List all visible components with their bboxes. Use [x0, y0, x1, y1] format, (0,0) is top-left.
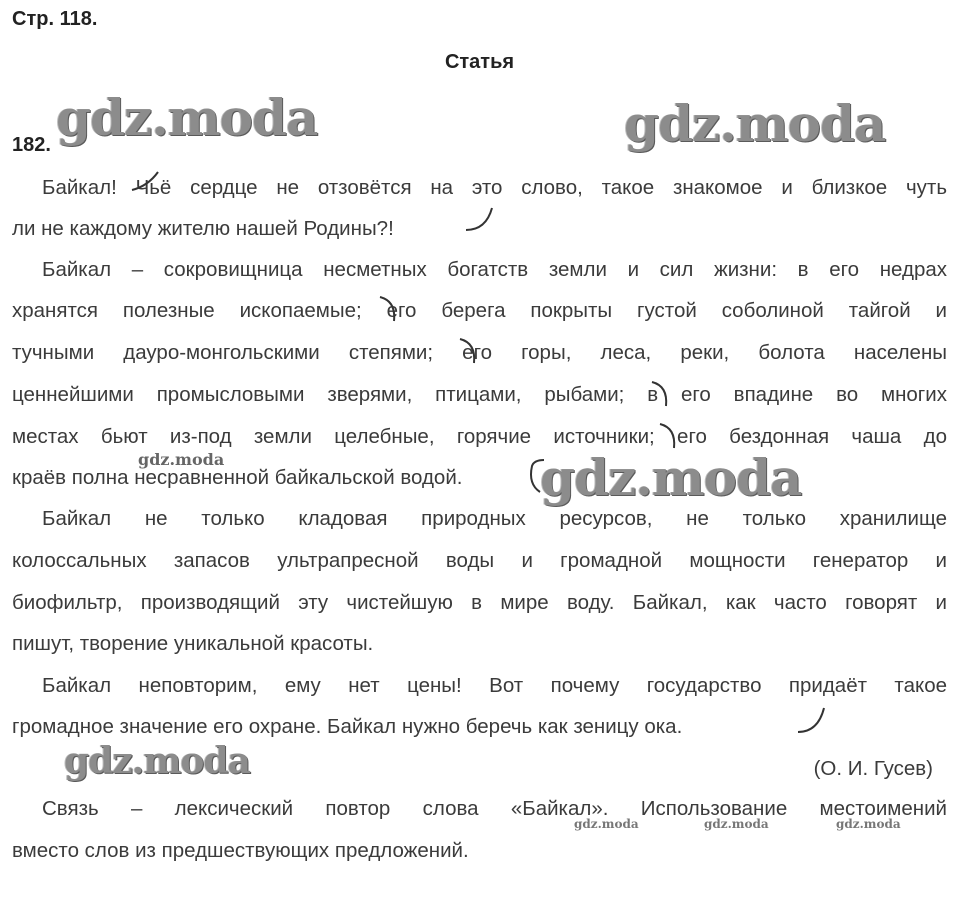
connection-arc-6	[656, 418, 682, 452]
page-label: Стр. 118.	[12, 8, 98, 30]
watermark-logo: gdz.moda	[704, 817, 769, 831]
watermark-logo: gdz.moda	[64, 740, 250, 782]
text-line-10: колоссальных запасов ультрапресной воды и громадной мощности генератор и	[12, 549, 947, 572]
text-line-2: ли не каждому жителю нашей Родины?!	[12, 217, 394, 240]
text-line-13: Байкал неповторим, ему нет цены! Вот почему государство придаёт такое	[42, 674, 947, 697]
connection-arc-1	[128, 166, 168, 196]
article-title: Статья	[444, 51, 515, 73]
connection-arc-3	[376, 291, 402, 325]
watermark-logo: gdz.moda	[540, 448, 802, 507]
watermark-logo: gdz.moda	[138, 450, 225, 469]
source-attribution: (О. И. Гусев)	[813, 757, 933, 780]
text-line-4: хранятся полезные ископаемые; его берега покрыты густой соболиной тайгой и	[12, 299, 947, 322]
watermark-logo: gdz.moda	[574, 817, 639, 831]
watermark-logo: gdz.moda	[624, 94, 886, 153]
text-line-9: Байкал не только кладовая природных ресурсов, не только хранилище	[42, 507, 947, 530]
text-line-15: Связь – лексический повтор слова «Байкал». Использование местоимений	[42, 797, 947, 820]
text-line-16: вместо слов из предшествующих предложений.	[12, 839, 469, 862]
connection-arc-4	[456, 333, 482, 367]
text-line-8: краёв полна несравненной байкальской водой.	[12, 466, 463, 489]
connection-arc-8	[794, 704, 834, 738]
exercise-number: 182.	[12, 134, 51, 156]
text-line-12: пишут, творение уникальной красоты.	[12, 632, 374, 655]
text-line-14: громадное значение его охране. Байкал нужно беречь как зеницу ока.	[12, 715, 683, 738]
text-line-5: тучными дауро-монгольскими степями; его горы, леса, реки, болота населены	[12, 341, 947, 364]
text-line-6: ценнейшими промысловыми зверями, птицами, рыбами; в его впадине во многих	[12, 383, 947, 406]
watermark-logo: gdz.moda	[56, 88, 318, 147]
text-line-7: местах бьют из-под земли целебные, горячие источники; его бездонная чаша до	[12, 425, 947, 448]
connection-arc-5	[648, 376, 674, 410]
connection-arc-2	[462, 202, 502, 238]
text-line-11: биофильтр, производящий эту чистейшую в мире воду. Байкал, как часто говорят и	[12, 591, 947, 614]
text-line-3: Байкал – сокровищница несметных богатств земли и сил жизни: в его недрах	[42, 258, 947, 281]
text-line-1: Байкал! Чьё сердце не отзовётся на это слово, такое знакомое и близкое чуть	[42, 176, 947, 199]
watermark-logo: gdz.moda	[836, 817, 901, 831]
